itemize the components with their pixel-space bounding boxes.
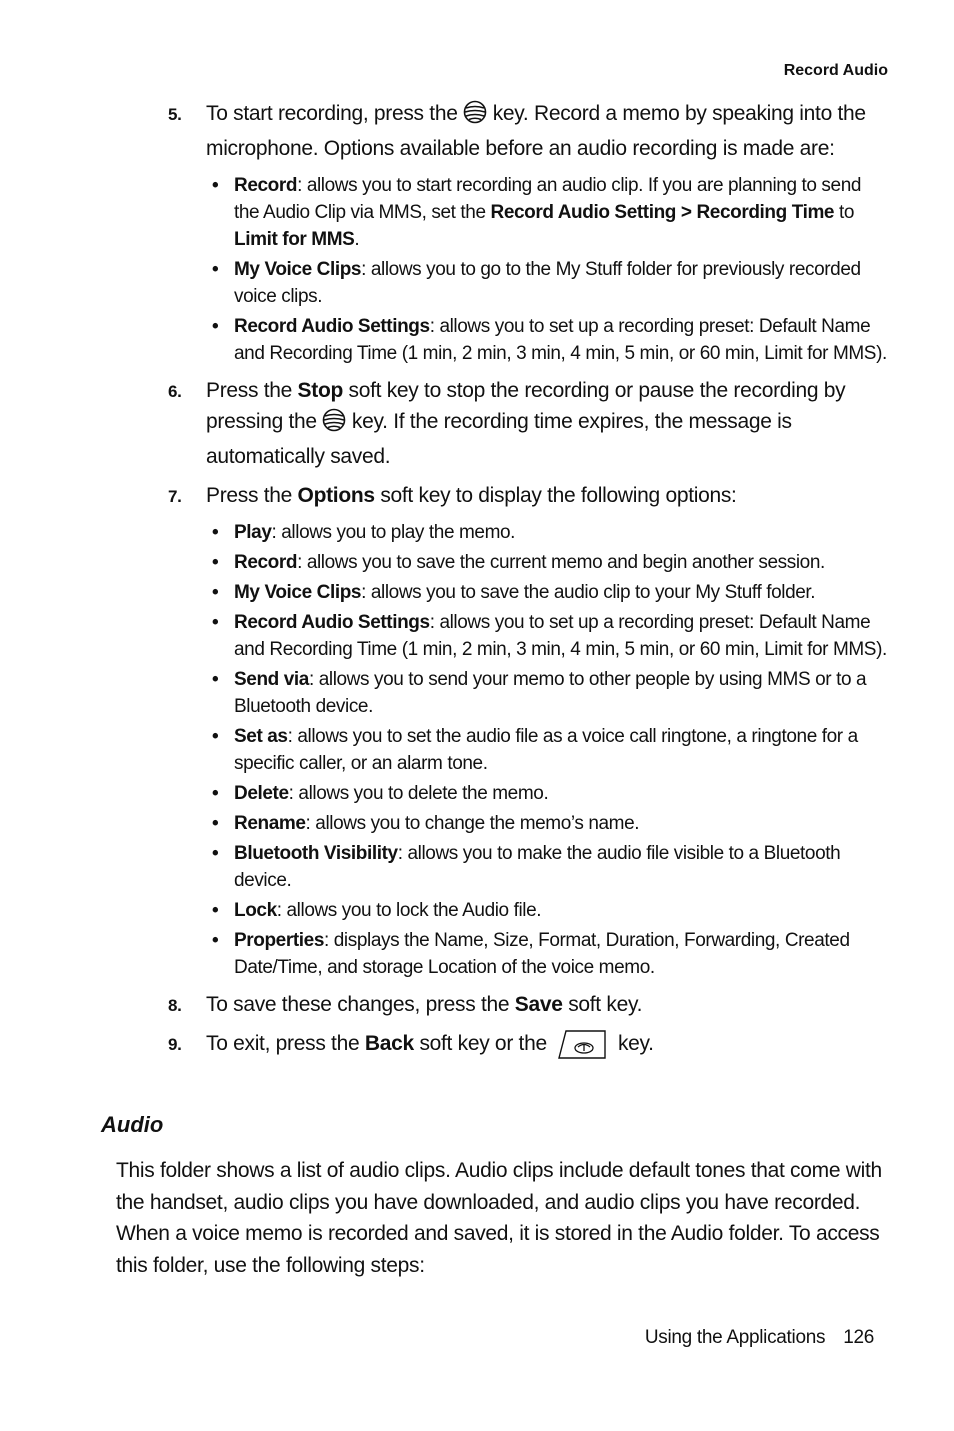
option-desc: : allows you to send your memo to other people by using MMS or to a Bluetooth device. bbox=[234, 669, 867, 717]
step-text-continued: soft key. bbox=[562, 993, 643, 1016]
step-text: To exit, press the bbox=[206, 1032, 365, 1055]
footer-section: Using the Applications bbox=[644, 1327, 826, 1348]
step-text: To start recording, press the bbox=[206, 102, 458, 125]
option-desc: : allows you to set up a recording preset: Default Name and Recording Time (1 min, 2 min, 3 min, 4 min, 5 min, or 60 min, Limit for MMS). bbox=[234, 316, 887, 364]
att-globe-key-icon bbox=[463, 100, 487, 133]
instructions bbox=[168, 98, 888, 1077]
bullet-icon: • bbox=[212, 552, 219, 573]
option-desc: : allows you to set up a recording preset: Default Name and Recording Time (1 min, 2 min, 3 min, 4 min, 5 min, or 60 min, Limit for MMS). bbox=[234, 612, 887, 660]
option-desc: : allows you to save the audio clip to your My Stuff folder. bbox=[361, 582, 816, 603]
bullet-icon: • bbox=[212, 726, 219, 747]
option-desc: : allows you to save the current memo and begin another session. bbox=[297, 552, 825, 573]
step-5-options bbox=[206, 172, 888, 367]
att-globe-key-icon bbox=[322, 408, 346, 441]
option-term-3: Limit for MMS bbox=[234, 229, 355, 250]
option-desc: : allows you to make the audio file visible to a Bluetooth device. bbox=[234, 843, 841, 891]
option-term: My Voice Clips bbox=[234, 582, 362, 603]
list-item bbox=[206, 780, 888, 807]
list-item bbox=[206, 172, 888, 253]
section-paragraph: This folder shows a list of audio clips. Audio clips include default tones that come with the handset, audio clips you have downloaded, and audio clips you have recorded. When a voice memo is recorded and saved, it is stored in the Audio folder. To access this folder, use the following steps: bbox=[116, 1159, 882, 1277]
back-key-label: Back bbox=[364, 1032, 414, 1055]
step-text: To save these changes, press the bbox=[206, 993, 515, 1016]
save-key-label: Save bbox=[514, 993, 563, 1016]
option-term: Bluetooth Visibility bbox=[234, 843, 398, 864]
bullet-icon: • bbox=[212, 582, 219, 603]
running-header: Record Audio bbox=[783, 62, 888, 79]
bullet-icon: • bbox=[212, 175, 219, 196]
option-term: Record bbox=[234, 552, 298, 573]
option-term: Send via bbox=[234, 669, 309, 690]
stop-key-label: Stop bbox=[297, 379, 344, 402]
option-term: Record bbox=[234, 175, 298, 196]
option-term: Record Audio Settings bbox=[234, 316, 430, 337]
option-term: My Voice Clips bbox=[234, 259, 362, 280]
option-term: Play bbox=[234, 522, 272, 543]
list-item bbox=[206, 609, 888, 663]
option-desc-2: to bbox=[834, 202, 855, 223]
step-7 bbox=[168, 480, 888, 511]
step-text-end: key. If the recording time expires, the message is automatically saved. bbox=[206, 410, 792, 468]
option-desc: : displays the Name, Size, Format, Duration, Forwarding, Created Date/Time, and storage Location of the voice memo. bbox=[234, 930, 850, 978]
list-item bbox=[206, 519, 888, 546]
options-key-label: Options bbox=[297, 484, 375, 507]
step-number: 9. bbox=[168, 1035, 182, 1054]
bullet-icon: • bbox=[212, 813, 219, 834]
list-item bbox=[206, 810, 888, 837]
list-item bbox=[206, 927, 888, 981]
list-item bbox=[206, 549, 888, 576]
option-desc: : allows you to go to the My Stuff folder for previously recorded voice clips. bbox=[234, 259, 861, 307]
list-item bbox=[206, 840, 888, 894]
bullet-icon: • bbox=[212, 900, 219, 921]
bullet-icon: • bbox=[212, 259, 219, 280]
bullet-icon: • bbox=[212, 522, 219, 543]
option-desc-3: . bbox=[354, 229, 360, 250]
step-text: Press the bbox=[206, 484, 298, 507]
step-number: 7. bbox=[168, 487, 182, 506]
option-desc: : allows you to lock the Audio file. bbox=[276, 900, 542, 921]
option-desc: : allows you to change the memo’s name. bbox=[305, 813, 640, 834]
bullet-icon: • bbox=[212, 783, 219, 804]
list-item bbox=[206, 897, 888, 924]
list-item bbox=[206, 313, 888, 367]
section-heading: Audio bbox=[101, 1112, 164, 1137]
step-5 bbox=[168, 98, 888, 164]
bullet-icon: • bbox=[212, 669, 219, 690]
step-6 bbox=[168, 375, 888, 472]
option-desc: : allows you to play the memo. bbox=[271, 522, 516, 543]
option-term: Lock bbox=[234, 900, 277, 921]
step-text-continued: soft key or the bbox=[413, 1032, 547, 1055]
option-desc: : allows you to delete the memo. bbox=[288, 783, 549, 804]
bullet-icon: • bbox=[212, 612, 219, 633]
option-term: Rename bbox=[234, 813, 306, 834]
step-7-options bbox=[206, 519, 888, 981]
option-desc: : allows you to set the audio file as a voice call ringtone, a ringtone for a specific caller, or an alarm tone. bbox=[234, 726, 858, 774]
step-8 bbox=[168, 989, 888, 1020]
option-term: Set as bbox=[234, 726, 288, 747]
option-term: Delete bbox=[234, 783, 289, 804]
list-item bbox=[206, 723, 888, 777]
option-term: Record Audio Settings bbox=[234, 612, 430, 633]
step-number: 5. bbox=[168, 105, 182, 124]
step-text: Press the bbox=[206, 379, 298, 402]
page-footer bbox=[645, 1327, 874, 1349]
step-number: 8. bbox=[168, 996, 182, 1015]
option-desc: : allows you to start recording an audio clip. If you are planning to send the Audio Clip via MMS, set the bbox=[234, 175, 862, 223]
step-text-continued: key. Record a memo by speaking into the microphone. Options available before an audio recording is made are: bbox=[206, 102, 866, 160]
step-text-continued: soft key to display the following options: bbox=[374, 484, 737, 507]
step-text-continued: soft key to stop the recording or pause the recording by pressing the bbox=[206, 379, 846, 433]
bullet-icon: • bbox=[212, 843, 219, 864]
list-item bbox=[206, 666, 888, 720]
option-term: Properties bbox=[234, 930, 324, 951]
list-item bbox=[206, 579, 888, 606]
page-number: 126 bbox=[843, 1327, 874, 1348]
step-number: 6. bbox=[168, 382, 182, 401]
step-9 bbox=[168, 1028, 888, 1069]
list-item bbox=[206, 256, 888, 310]
bullet-icon: • bbox=[212, 316, 219, 337]
end-power-key-icon bbox=[556, 1028, 608, 1069]
bullet-icon: • bbox=[212, 930, 219, 951]
option-term-2: Record Audio Setting > Recording Time bbox=[490, 202, 835, 223]
step-text-end: key. bbox=[617, 1032, 654, 1055]
